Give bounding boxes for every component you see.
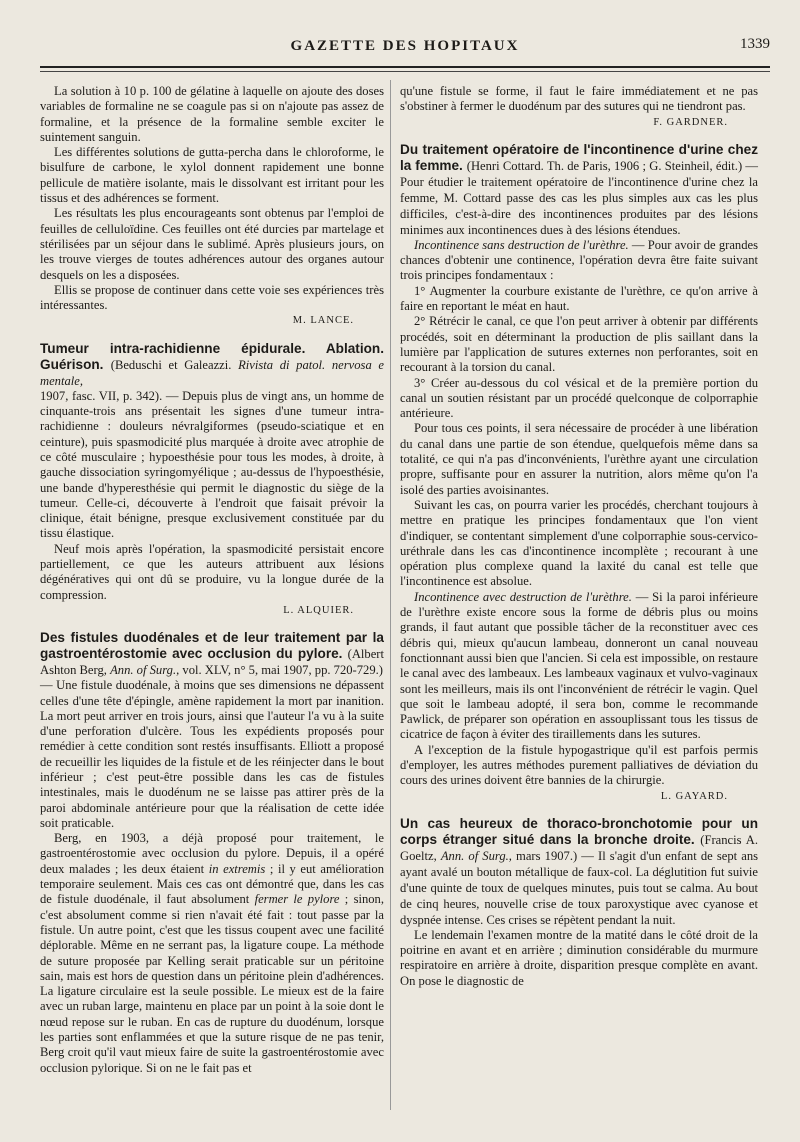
paragraph: Pour tous ces points, il sera nécessaire de procéder à une libération du canal dans une partie de son étendue, quelquefois même dans sa totalité, ce qui n'a pas d'inconvénients, l'urèthre ayant une circulation propre, suffisante pour en assurer la nutrition, alors même qu'on l'a isolé des parties avoisinantes. [400, 421, 758, 497]
article-heading [400, 816, 758, 928]
heading-authors: (Francis A. Goeltz, [400, 832, 759, 863]
heading-citation: mars 1907.) — Il s'agit d'un enfant de sept ans ayant avalé un bouton métallique de faux-col. La déglutition fut suivie d'une quinte de toux de quelques minutes, puis tout se calma. Au bout de cinq heures, nouvelle crise de toux paroxystique avec cyanose et dyspnée intense. Ces crises se répètent pendant la nuit. [400, 848, 759, 927]
heading-title: Du traitement opératoire de l'incontinence d'urine chez la femme. [400, 141, 758, 173]
page-header [40, 34, 770, 62]
author-signature: L. GAYARD. [660, 790, 728, 802]
text-run: ; sinon, c'est absolument comme si rien n'avait été fait : tout passe par la fistule. Un autre point, c'est que les tissus coupent avec une facilité déplorable. Même en ne serrant pas, la ligature coupe. La méthode de suture proposée par Kelling serait praticable sur un péritoine sain, mais est hors de question dans un péritoine plein d'adhérences. La ligature circulaire est la seule possible. Le mieux est de la faire avec un ruban large, maintenu en place par un point à la soie dont le nœud repose sur le ruban. En cas de rupture du duodénum, lorsque les parties sont enflammées et que la suture risque de ne pas tenir, Berg croit qu'il vaut mieux faire de suite la gastroentérostomie avec occlusion pylorique. Si on ne le fait pas et [40, 892, 385, 1075]
paragraph: Les différentes solutions de gutta-percha dans le chloroforme, le bisulfure de carbone, le xylol donnent rapidement une bonne pellicule de matière isolante, mais le dissolvant est irritant pour les tissus et des adhérences se forment. [40, 145, 384, 206]
paragraph: Les résultats les plus encourageants sont obtenus par l'emploi de feuilles de celluloïdine. Ces feuilles ont été durcies par martelage et stérilisées par un séjour dans le sublimé. Après plusieurs jours, on les trouve vierges de toutes adhérences autour des organes autour desquels on les a disposées. [40, 206, 384, 282]
paragraph [40, 831, 384, 1076]
paragraph [400, 238, 758, 284]
header-rule [40, 66, 770, 68]
text-run: ; il y eut amélioration temporaire seulement. Mais ces cas ont démontré que, dans les cas de fistule duodénale, il faut absolument [40, 861, 385, 907]
paragraph: qu'une fistule se forme, il faut le faire immédiatement et ne pas s'obstiner à fermer le duodénum par des sutures qui ne tiendront pas. [400, 84, 758, 114]
subheading: Incontinence sans destruction de l'urèthre. [414, 237, 629, 252]
subheading: Incontinence avec destruction de l'urèthre. [414, 589, 632, 604]
text-run: — Pour avoir de grandes chances d'obtenir une continence, l'opération devra être faite suivant trois principes fondamentaux : [400, 237, 758, 283]
text-run: — Si la paroi inférieure de l'urèthre existe encore sous la forme de débris plus ou moins grands, il faut autant que possible tâcher de la reconstituer avec ces débris qui, mieux qu'aucun lambeau, donneront un canal nouveau fonctionnant aussi bien que l'ancien. Si cela est impossible, on restaure le canal avec des lambeaux. Les lambeaux vaginaux et vulvo-vaginaux sont les meilleurs, mais ils ont l'inconvénient de rétrécir le vagin. Quel que soit le lambeau adopté, il sera bon, comme le recommande Pawlick, de préparer son opération en assouplissant tous les tissus de cicatrice de façon à éviter des tiraillements dans les sutures. [400, 589, 758, 742]
paragraph [400, 590, 758, 743]
header-rule-thin [40, 71, 770, 72]
heading-citation: (Henri Cottard. Th. de Paris, 1906 ; G. Steinheil, édit.) — Pour étudier le traitement opératoire de l'incontinence d'urine chez la femme, M. Cottard passe des cas les plus simples aux cas les plus difficiles, c'est-à-dire des incontinences produites par des lésions minimes aux incontinences dues à des lésions étendues. [400, 158, 759, 237]
heading-authors: (Beduschi et Galeazzi. [110, 357, 239, 372]
paragraph: Neuf mois après l'opération, la spasmodicité persistait encore partiellement, ce que les auteurs attribuent aux lésions dégénératives qui ont dû se produire, vu la longue durée de la compression. [40, 541, 384, 602]
page-number: 1339 [740, 36, 770, 52]
article-heading [400, 142, 758, 238]
left-column [40, 84, 384, 1076]
text-run: Berg, en 1903, a déjà proposé pour traitement, le gastroentérostomie avec occlusion du pylore. Depuis, il a opéré deux malades ; les deux étaient [40, 831, 384, 876]
italic-run: in extremis [208, 861, 266, 876]
article-heading [40, 630, 384, 678]
heading-journal: Ann. of Surg., [440, 848, 512, 863]
paragraph: La solution à 10 p. 100 de gélatine à laquelle on ajoute des doses variables de formaline ne se coagule pas si on n'ajoute pas assez de formaline, et la présence de la formaline semble exciter le suintement sanguin. [40, 84, 384, 144]
italic-run: fermer le pylore [254, 892, 340, 907]
right-column [400, 84, 758, 989]
list-item: 1° Augmenter la courbure existante de l'urèthre, ce qu'on arrive à faire en reportant le méat en haut. [400, 283, 758, 314]
paragraph: — Une fistule duodénale, à moins que ses dimensions ne dépassent celles d'une tête d'épingle, amène rapidement la mort par inanition. La mort peut arriver en trois jours, ainsi que l'auteur l'a vu à la suite d'une perforation d'ulcère. Tous les expédients proposés pour remédier à cette condition sont restés insuffisants. Elliott a proposé de recueillir les liquides de la fistule et de les réinjecter dans le bout inférieur ; c'est peut-être possible dans les cas de fistules intestinales, mais le duodénum ne se laisse pas attirer près de la paroi abdominale antérieure pour que la réalisation de cette idée soit praticable. [40, 678, 384, 830]
heading-title: Un cas heureux de thoraco-bronchotomie pour un corps étranger situé dans la bronche droite. [400, 815, 758, 847]
list-item: 3° Créer au-dessous du col vésical et de la première portion du canal un soutien résistant par un procédé quelconque de colporraphie antérieure. [400, 375, 758, 421]
heading-journal: Ann. of Surg., [110, 663, 180, 678]
paragraph: Ellis se propose de continuer dans cette voie ses expériences très intéressantes. [40, 282, 384, 313]
author-signature: F. GARDNER. [653, 116, 728, 128]
column-divider [390, 80, 391, 1110]
article-heading [40, 341, 384, 389]
heading-journal: Rivista di patol. nervosa e mentale, [40, 357, 384, 388]
paragraph: A l'exception de la fistule hypogastrique qu'il est parfois permis d'employer, les autres méthodes purement palliatives de déviation du cours des urines doivent être bannies de la chirurgie. [400, 742, 758, 788]
paragraph: Suivant les cas, on pourra varier les procédés, cherchant toujours à mettre en pratique les principes fondamentaux que l'on vient d'indiquer, se contentant simplement d'une colporraphie sous-cervico-uréthrale dans les cas d'incontinence incomplète ; recourant à une opération plus complexe quand la laxité du canal est telle que l'incontinence est absolue. [400, 497, 758, 589]
author-signature: M. LANCE. [292, 315, 354, 327]
heading-title: Tumeur intra-rachidienne épidurale. Ablation. Guérison. [40, 340, 384, 372]
paragraph: Le lendemain l'examen montre de la matité dans le côté droit de la poitrine en avant et en arrière ; diminution considérable du murmure respiratoire en arrière à droite, disparition presque complète en avant. On pose le diagnostic de [400, 927, 758, 988]
journal-title: GAZETTE DES HOPITAUX [290, 38, 520, 54]
heading-title: Des fistules duodénales et de leur traitement par la gastroentérostomie avec occlusion du pylore. [40, 630, 384, 662]
paragraph: 1907, fasc. VII, p. 342). — Depuis plus de vingt ans, un homme de cinquante-trois ans présentait les signes d'une tumeur intra-rachidienne : douleurs névralgiformes (pseudo-sciatique et en ceinture), puis spasmodicité plus marquée à droite avec atrophie de ce côté musculaire ; hypoesthésie pour tous les modes, à droite, à gauche dissociation syringomyélique ; au-dessus de l'hypoesthésie, une bande d'hyperesthésie qui permit le diagnostic du siège de la tumeur. Celle-ci, découverte à l'endroit que faisait prévoir la clinique, était bénigne, presque exclusivement constituée par du tissu élastique. [40, 388, 384, 541]
list-item: 2° Rétrécir le canal, ce que l'on peut arriver à obtenir par différents procédés, soit en déterminant la production de plis saillant dans la lumière par l'application de sutures externes non perforantes, soit en recourant à la torsion du canal. [400, 314, 758, 375]
heading-citation: vol. XLV, n° 5, mai 1907, pp. 720-729.) [179, 663, 383, 678]
heading-authors: (Albert Ashton Berg, [40, 647, 384, 678]
author-signature: L. ALQUIER. [283, 604, 354, 616]
